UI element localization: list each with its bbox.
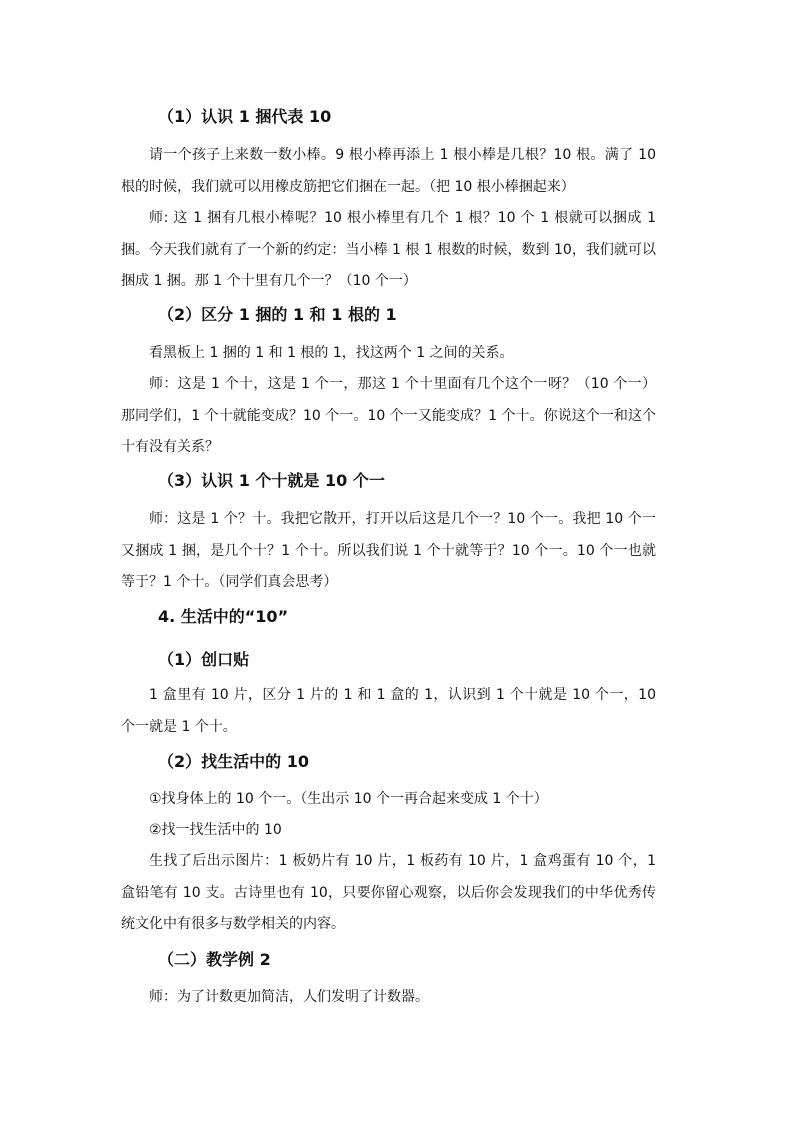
paragraph-count-sticks: 请一个孩子上来数一数小棒。9 根小棒再添上 1 根小棒是几根？10 根。满了 10 根的时候，我们就可以用橡皮筋把它们捆在一起。（把 10 根小棒捆起来） [121,147,656,195]
paragraph-pictures: 生找了后出示图片：1 板奶片有 10 片，1 板药有 10 片，1 盒鸡蛋有 10 个，1 盒铅笔有 10 支。古诗里也有 10，只要你留心观察，以后你会发现我们的中华优秀传统文化中有很多与数学相关的内容。 [121,853,656,932]
section-heading-one-ten: （3）认识 1 个十就是 10 个一 [158,471,385,490]
paragraph-teacher-ten-one: 师：这是 1 个十，这是 1 个一，那这 1 个十里面有几个这个一呀？（10 个一）那同学们，1 个十就能变成？10 个一。10 个一又能变成？1 个十。你说这个一和这个十有没有关系？ [121,376,656,455]
paragraph-teacher-bundle: 师: 这 1 捆有几根小棒呢？10 根小棒里有几个 1 根？10 个 1 根就可以捆成 1 捆。今天我们就有了一个新的约定：当小棒 1 根 1 根数的时候，数到 10，我们就可以捆成 1 捆。那 1 个十里有几个一？（10 个一） [121,210,656,289]
paragraph-bandage: 1 盒里有 10 片，区分 1 片的 1 和 1 盒的 1，认识到 1 个十就是 10 个一，10 个一就是 1 个十。 [121,687,656,735]
section-heading-bandage: （1）创口贴 [158,650,250,669]
section-heading-find-ten: （2）找生活中的 10 [158,752,309,771]
list-item-life-ten: ②找一找生活中的 10 [149,822,282,838]
paragraph-blackboard: 看黑板上 1 捆的 1 和 1 根的 1，找这两个 1 之间的关系。 [149,345,514,361]
paragraph-teacher-scatter: 师：这是 1 个？十。我把它散开，打开以后这是几个一？10 个一。我把 10 个一又捆成 1 捆，是几个十？1 个十。所以我们说 1 个十就等于？10 个一。10 个一也就等于？1 个十。（同学们真会思考） [121,511,656,590]
section-heading-life-ten: 4. 生活中的“10” [158,607,289,626]
list-item-body-ten: ①找身体上的 10 个一。（生出示 10 个一再合起来变成 1 个十） [149,791,548,807]
section-heading-recognize-bundle: （1）认识 1 捆代表 10 [158,107,332,126]
section-heading-distinguish: （2）区分 1 捆的 1 和 1 根的 1 [158,305,397,324]
paragraph-counter: 师：为了计数更加简洁，人们发明了计数器。 [149,989,429,1005]
section-heading-example-2: （二）教学例 2 [158,950,271,969]
